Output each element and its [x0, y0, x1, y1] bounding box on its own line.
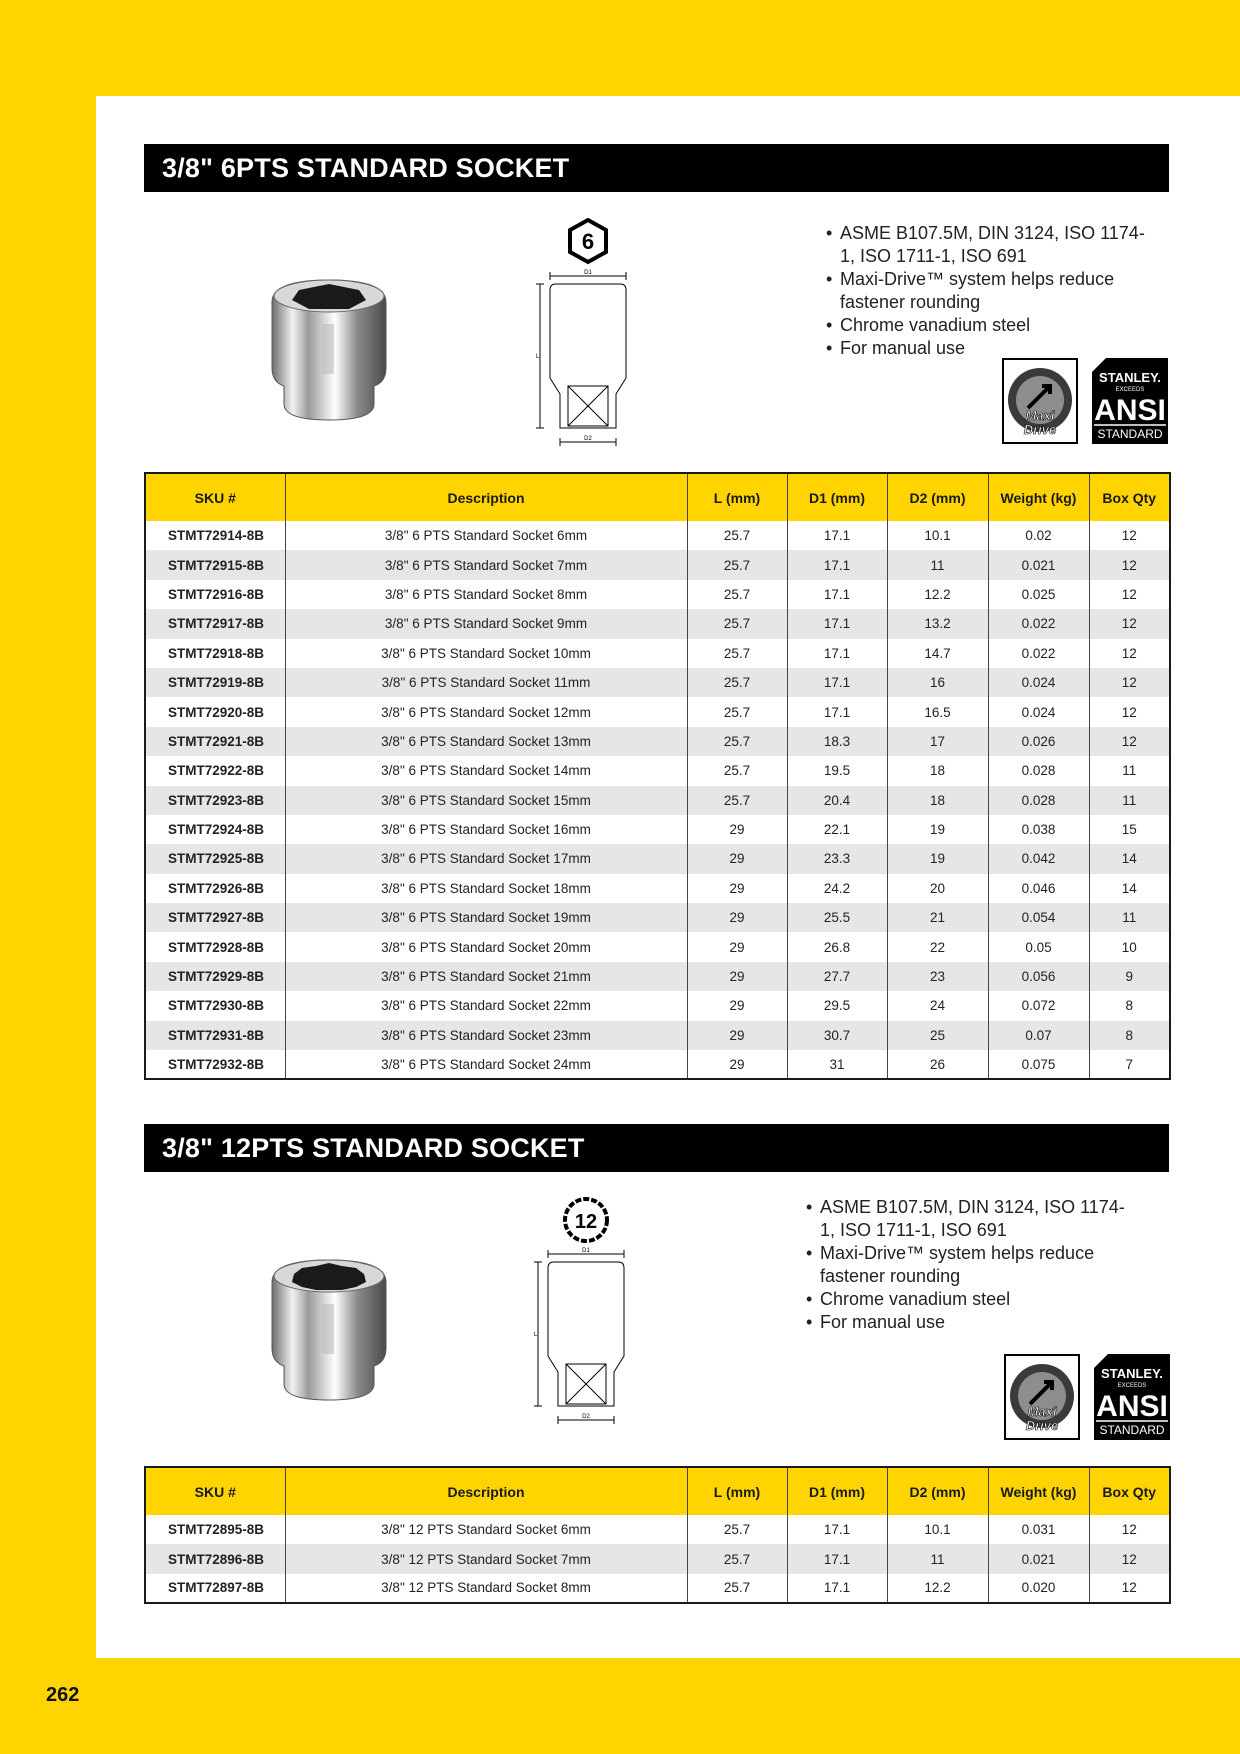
table-cell: 0.026: [988, 727, 1089, 756]
table-row: [145, 815, 1170, 844]
table-cell: 11: [887, 1544, 988, 1573]
table-cell: 25.7: [687, 639, 787, 668]
table-cell: 23: [887, 962, 988, 991]
sku-cell: STMT72897-8B: [145, 1574, 285, 1603]
table-cell: 25.7: [687, 786, 787, 815]
table-cell: 11: [1089, 756, 1170, 785]
maxi-drive-logo: [1004, 1354, 1080, 1440]
table-cell: 12: [1089, 1544, 1170, 1573]
table-cell: 3/8" 6 PTS Standard Socket 18mm: [285, 874, 687, 903]
table-cell: 0.02: [988, 521, 1089, 550]
socket-drawing: [528, 218, 648, 448]
table-row: [145, 1544, 1170, 1573]
table-cell: 7: [1089, 1050, 1170, 1079]
table-cell: 22: [887, 932, 988, 961]
maxi-drive-logo: [1002, 358, 1078, 444]
column-header: Weight (kg): [988, 1467, 1089, 1515]
column-header: Box Qty: [1089, 473, 1170, 521]
table-row: [145, 962, 1170, 991]
socket-drawing: [526, 1196, 646, 1426]
spec-table: [144, 472, 1171, 1080]
table-row: [145, 903, 1170, 932]
table-cell: 25: [887, 1021, 988, 1050]
spec-table-header: [145, 473, 1170, 521]
table-cell: 11: [1089, 903, 1170, 932]
sku-cell: STMT72925-8B: [145, 844, 285, 873]
sku-cell: STMT72923-8B: [145, 786, 285, 815]
table-cell: 25.7: [687, 550, 787, 579]
column-header: Box Qty: [1089, 1467, 1170, 1515]
table-cell: 29: [687, 874, 787, 903]
table-cell: 3/8" 6 PTS Standard Socket 22mm: [285, 991, 687, 1020]
table-cell: 17.1: [787, 1515, 887, 1544]
table-cell: 10.1: [887, 521, 988, 550]
table-cell: 25.7: [687, 521, 787, 550]
stanley-text: STANLEY.: [1099, 370, 1161, 385]
table-cell: 3/8" 6 PTS Standard Socket 24mm: [285, 1050, 687, 1079]
ansi-text: ANSI: [1096, 1390, 1168, 1423]
table-cell: 29: [687, 991, 787, 1020]
table-cell: 3/8" 6 PTS Standard Socket 13mm: [285, 727, 687, 756]
column-header: Description: [285, 473, 687, 521]
table-cell: 12: [1089, 1515, 1170, 1544]
sku-cell: STMT72928-8B: [145, 932, 285, 961]
column-header: Description: [285, 1467, 687, 1515]
l-label: L: [534, 1332, 538, 1338]
feature-list: [806, 1196, 1126, 1334]
table-cell: 3/8" 6 PTS Standard Socket 19mm: [285, 903, 687, 932]
table-cell: 29: [687, 844, 787, 873]
catalog-page: [96, 96, 1240, 1658]
d2-label: D2: [584, 436, 592, 442]
table-cell: 0.024: [988, 697, 1089, 726]
table-cell: 17.1: [787, 1544, 887, 1573]
table-cell: 20: [887, 874, 988, 903]
l-label: L: [536, 354, 540, 360]
table-cell: 12: [1089, 639, 1170, 668]
sku-cell: STMT72915-8B: [145, 550, 285, 579]
ansi-standard-badge: [1092, 358, 1168, 444]
table-row: [145, 727, 1170, 756]
table-cell: 29: [687, 903, 787, 932]
table-cell: 18: [887, 786, 988, 815]
column-header: D1 (mm): [787, 473, 887, 521]
table-cell: 0.075: [988, 1050, 1089, 1079]
table-cell: 3/8" 6 PTS Standard Socket 11mm: [285, 668, 687, 697]
table-row: [145, 991, 1170, 1020]
table-cell: 17.1: [787, 639, 887, 668]
socket-photo: [264, 1254, 394, 1402]
table-cell: 0.025: [988, 580, 1089, 609]
table-row: [145, 1515, 1170, 1544]
table-cell: 0.031: [988, 1515, 1089, 1544]
table-cell: 17.1: [787, 609, 887, 638]
table-cell: 25.7: [687, 1544, 787, 1573]
d1-label: D1: [584, 270, 592, 276]
table-row: [145, 786, 1170, 815]
table-cell: 27.7: [787, 962, 887, 991]
table-cell: 25.7: [687, 1515, 787, 1544]
table-cell: 17.1: [787, 697, 887, 726]
sku-cell: STMT72926-8B: [145, 874, 285, 903]
column-header: Weight (kg): [988, 473, 1089, 521]
sku-cell: STMT72914-8B: [145, 521, 285, 550]
table-row: [145, 580, 1170, 609]
table-cell: 8: [1089, 991, 1170, 1020]
table-cell: 0.072: [988, 991, 1089, 1020]
table-cell: 3/8" 6 PTS Standard Socket 8mm: [285, 580, 687, 609]
table-cell: 0.028: [988, 786, 1089, 815]
table-cell: 0.022: [988, 639, 1089, 668]
table-cell: 3/8" 12 PTS Standard Socket 7mm: [285, 1544, 687, 1573]
table-cell: 29.5: [787, 991, 887, 1020]
table-row: [145, 668, 1170, 697]
sku-cell: STMT72931-8B: [145, 1021, 285, 1050]
point-count-label: 12: [574, 1211, 598, 1233]
table-cell: 25.7: [687, 1574, 787, 1603]
column-header: D2 (mm): [887, 1467, 988, 1515]
feature-item: • For manual use: [826, 337, 1146, 360]
table-cell: 16.5: [887, 697, 988, 726]
table-cell: 29: [687, 1050, 787, 1079]
table-cell: 24: [887, 991, 988, 1020]
table-cell: 17.1: [787, 1574, 887, 1603]
sku-cell: STMT72922-8B: [145, 756, 285, 785]
table-cell: 29: [687, 962, 787, 991]
sku-cell: STMT72920-8B: [145, 697, 285, 726]
table-cell: 19.5: [787, 756, 887, 785]
table-cell: 19: [887, 844, 988, 873]
table-cell: 26.8: [787, 932, 887, 961]
table-cell: 3/8" 6 PTS Standard Socket 20mm: [285, 932, 687, 961]
table-cell: 12: [1089, 697, 1170, 726]
sku-cell: STMT72927-8B: [145, 903, 285, 932]
table-cell: 0.042: [988, 844, 1089, 873]
table-cell: 22.1: [787, 815, 887, 844]
table-cell: 0.054: [988, 903, 1089, 932]
table-cell: 12.2: [887, 1574, 988, 1603]
table-cell: 0.021: [988, 1544, 1089, 1573]
drive-text: Drive: [1023, 422, 1057, 437]
table-cell: 24.2: [787, 874, 887, 903]
feature-item: • Chrome vanadium steel: [806, 1288, 1126, 1311]
table-cell: 31: [787, 1050, 887, 1079]
socket-photo: [264, 274, 394, 422]
table-cell: 17.1: [787, 550, 887, 579]
sku-cell: STMT72896-8B: [145, 1544, 285, 1573]
table-cell: 16: [887, 668, 988, 697]
drive-text: Drive: [1025, 1418, 1059, 1433]
feature-item: • ASME B107.5M, DIN 3124, ISO 1174-1, ISO 1711-1, ISO 691: [806, 1196, 1126, 1242]
sku-cell: STMT72932-8B: [145, 1050, 285, 1079]
feature-list: [826, 222, 1146, 360]
table-cell: 26: [887, 1050, 988, 1079]
sku-cell: STMT72918-8B: [145, 639, 285, 668]
table-cell: 20.4: [787, 786, 887, 815]
table-row: [145, 756, 1170, 785]
table-cell: 9: [1089, 962, 1170, 991]
table-cell: 3/8" 6 PTS Standard Socket 15mm: [285, 786, 687, 815]
table-row: [145, 844, 1170, 873]
table-cell: 3/8" 6 PTS Standard Socket 17mm: [285, 844, 687, 873]
table-cell: 13.2: [887, 609, 988, 638]
feature-item: • Maxi-Drive™ system helps reduce fastener rounding: [806, 1242, 1126, 1288]
table-cell: 12: [1089, 550, 1170, 579]
table-row: [145, 550, 1170, 579]
column-header: L (mm): [687, 473, 787, 521]
table-cell: 3/8" 6 PTS Standard Socket 12mm: [285, 697, 687, 726]
table-cell: 25.7: [687, 756, 787, 785]
table-cell: 12: [1089, 727, 1170, 756]
table-cell: 14: [1089, 844, 1170, 873]
table-cell: 14.7: [887, 639, 988, 668]
table-cell: 0.05: [988, 932, 1089, 961]
table-cell: 0.046: [988, 874, 1089, 903]
table-cell: 0.022: [988, 609, 1089, 638]
ansi-standard-badge: [1094, 1354, 1170, 1440]
table-cell: 0.038: [988, 815, 1089, 844]
table-cell: 25.7: [687, 609, 787, 638]
table-cell: 3/8" 6 PTS Standard Socket 14mm: [285, 756, 687, 785]
standard-text: STANDARD: [1097, 427, 1163, 441]
table-row: [145, 639, 1170, 668]
table-cell: 12: [1089, 1574, 1170, 1603]
table-cell: 0.056: [988, 962, 1089, 991]
sku-cell: STMT72924-8B: [145, 815, 285, 844]
table-cell: 30.7: [787, 1021, 887, 1050]
column-header: D1 (mm): [787, 1467, 887, 1515]
table-cell: 17.1: [787, 580, 887, 609]
point-count-label: 6: [581, 229, 595, 254]
maxi-text: Maxi: [1027, 1404, 1057, 1419]
table-cell: 10.1: [887, 1515, 988, 1544]
column-header: SKU #: [145, 1467, 285, 1515]
table-row: [145, 697, 1170, 726]
sku-cell: STMT72930-8B: [145, 991, 285, 1020]
table-cell: 21: [887, 903, 988, 932]
sku-cell: STMT72895-8B: [145, 1515, 285, 1544]
table-cell: 11: [1089, 786, 1170, 815]
table-cell: 12.2: [887, 580, 988, 609]
table-cell: 29: [687, 932, 787, 961]
table-cell: 12: [1089, 668, 1170, 697]
table-cell: 3/8" 6 PTS Standard Socket 21mm: [285, 962, 687, 991]
feature-item: • ASME B107.5M, DIN 3124, ISO 1174-1, ISO 1711-1, ISO 691: [826, 222, 1146, 268]
spec-table-body: [145, 521, 1170, 1079]
table-row: [145, 1050, 1170, 1079]
table-cell: 0.020: [988, 1574, 1089, 1603]
table-cell: 10: [1089, 932, 1170, 961]
table-cell: 3/8" 6 PTS Standard Socket 10mm: [285, 639, 687, 668]
table-cell: 25.5: [787, 903, 887, 932]
spec-table-header: [145, 1467, 1170, 1515]
table-row: [145, 932, 1170, 961]
sku-cell: STMT72929-8B: [145, 962, 285, 991]
exceeds-text: EXCEEDS: [1115, 387, 1145, 393]
ansi-text: ANSI: [1094, 394, 1166, 427]
table-cell: 0.021: [988, 550, 1089, 579]
table-cell: 8: [1089, 1021, 1170, 1050]
table-cell: 25.7: [687, 697, 787, 726]
maxi-text: Maxi: [1025, 408, 1055, 423]
feature-item: • Maxi-Drive™ system helps reduce fastener rounding: [826, 268, 1146, 314]
table-cell: 12: [1089, 580, 1170, 609]
stanley-text: STANLEY.: [1101, 1366, 1163, 1381]
table-cell: 0.07: [988, 1021, 1089, 1050]
table-cell: 25.7: [687, 580, 787, 609]
table-cell: 29: [687, 815, 787, 844]
table-cell: 23.3: [787, 844, 887, 873]
table-cell: 0.028: [988, 756, 1089, 785]
table-row: [145, 521, 1170, 550]
table-cell: 17.1: [787, 668, 887, 697]
spec-table: [144, 1466, 1171, 1604]
table-cell: 3/8" 6 PTS Standard Socket 23mm: [285, 1021, 687, 1050]
table-cell: 0.024: [988, 668, 1089, 697]
table-cell: 17.1: [787, 521, 887, 550]
table-cell: 12: [1089, 521, 1170, 550]
table-row: [145, 1574, 1170, 1603]
table-cell: 3/8" 12 PTS Standard Socket 6mm: [285, 1515, 687, 1544]
section-title: 3/8" 12PTS STANDARD SOCKET: [144, 1124, 1169, 1172]
sku-cell: STMT72919-8B: [145, 668, 285, 697]
column-header: SKU #: [145, 473, 285, 521]
column-header: L (mm): [687, 1467, 787, 1515]
table-cell: 3/8" 6 PTS Standard Socket 6mm: [285, 521, 687, 550]
exceeds-text: EXCEEDS: [1117, 1383, 1147, 1389]
page-number: 262: [46, 1684, 80, 1706]
d2-label: D2: [582, 1414, 590, 1420]
table-row: [145, 874, 1170, 903]
table-cell: 18: [887, 756, 988, 785]
standard-text: STANDARD: [1099, 1423, 1165, 1437]
d1-label: D1: [582, 1248, 590, 1254]
sku-cell: STMT72916-8B: [145, 580, 285, 609]
table-row: [145, 1021, 1170, 1050]
table-cell: 18.3: [787, 727, 887, 756]
table-cell: 29: [687, 1021, 787, 1050]
table-cell: 3/8" 6 PTS Standard Socket 9mm: [285, 609, 687, 638]
sku-cell: STMT72921-8B: [145, 727, 285, 756]
table-cell: 19: [887, 815, 988, 844]
table-cell: 3/8" 6 PTS Standard Socket 16mm: [285, 815, 687, 844]
sku-cell: STMT72917-8B: [145, 609, 285, 638]
column-header: D2 (mm): [887, 473, 988, 521]
feature-item: • For manual use: [806, 1311, 1126, 1334]
spec-table-body: [145, 1515, 1170, 1603]
table-cell: 3/8" 12 PTS Standard Socket 8mm: [285, 1574, 687, 1603]
table-cell: 14: [1089, 874, 1170, 903]
table-cell: 25.7: [687, 727, 787, 756]
table-cell: 15: [1089, 815, 1170, 844]
table-cell: 3/8" 6 PTS Standard Socket 7mm: [285, 550, 687, 579]
table-cell: 17: [887, 727, 988, 756]
table-cell: 12: [1089, 609, 1170, 638]
table-row: [145, 609, 1170, 638]
section-title: 3/8" 6PTS STANDARD SOCKET: [144, 144, 1169, 192]
feature-item: • Chrome vanadium steel: [826, 314, 1146, 337]
table-cell: 11: [887, 550, 988, 579]
table-cell: 25.7: [687, 668, 787, 697]
